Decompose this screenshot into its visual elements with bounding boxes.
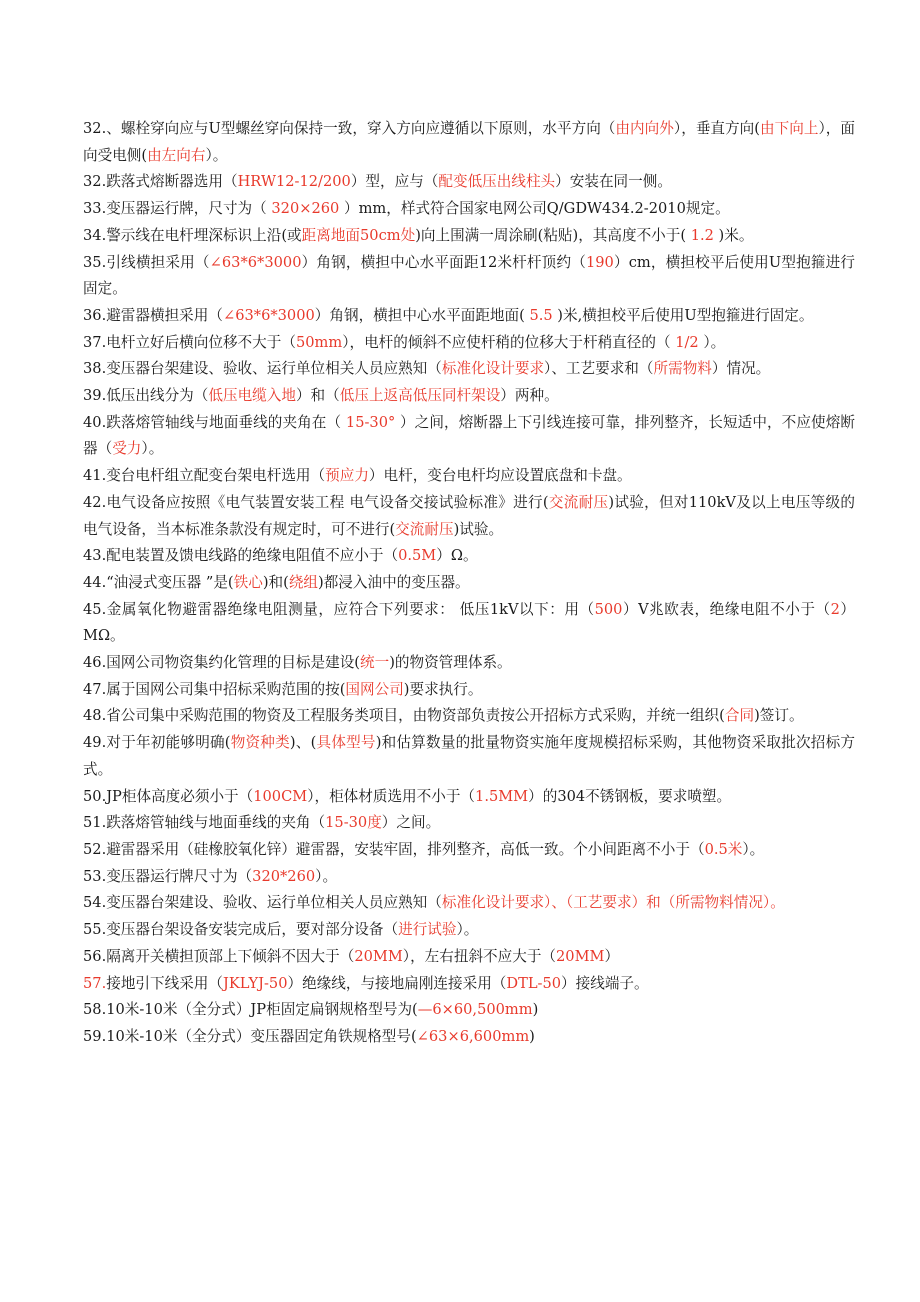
question-text: )签订。 xyxy=(754,707,804,725)
answer-text: —6×60,500mm xyxy=(417,1001,533,1019)
question-text: 44.“油浸式变压器 ”是( xyxy=(83,573,234,591)
question-text: ）安装在同一侧。 xyxy=(555,173,672,191)
question-text: 54.变压器台架建设、验收、运行单位相关人员应熟知（ xyxy=(83,894,442,912)
question-text: ）型，应与（ xyxy=(350,173,439,191)
question-text: ）电杆，变台电杆均应设置底盘和卡盘。 xyxy=(368,467,632,485)
question-text: ）。 xyxy=(456,921,479,939)
question-text: ）V兆欧表，绝缘电阻不小于（ xyxy=(622,600,831,618)
question-text: ）。 xyxy=(141,440,164,458)
question-text: )和( xyxy=(262,573,289,591)
question-text: 48.省公司集中采购范围的物资及工程服务类项目，由物资部负责按公开招标方式采购，并统一组织( xyxy=(83,707,725,725)
question-text: ）、工艺要求和（ xyxy=(544,360,654,378)
question-item xyxy=(83,383,855,410)
question-item xyxy=(83,864,855,891)
answer-text: JKLYJ-50 xyxy=(222,974,288,992)
question-text: 46.国网公司物资集约化管理的目标是建设( xyxy=(83,654,360,672)
question-text: ) xyxy=(532,1001,539,1019)
answer-text: 1/2 xyxy=(675,333,699,351)
question-text: 39.低压出线分为（ xyxy=(83,387,209,405)
question-text: 32.、螺栓穿向应与U型螺丝穿向保持一致，穿入方向应遵循以下原则，水平方向（ xyxy=(83,120,616,137)
question-item xyxy=(83,169,855,196)
answer-text: 合同 xyxy=(724,707,755,725)
question-item xyxy=(83,917,855,944)
answer-text: 由内向外 xyxy=(615,120,674,137)
question-text: ）。 xyxy=(205,146,228,164)
answer-text: 500 xyxy=(594,600,623,618)
question-text: ），电杆的倾斜不应使杆稍的位移大于杆稍直径的（ xyxy=(342,333,676,351)
question-item xyxy=(83,330,855,357)
question-text: ）mm，样式符合国家电网公司Q/GDW434.2-2010规定。 xyxy=(339,200,730,218)
answer-text: 交流耐压 xyxy=(395,520,454,538)
question-text: 35.引线横担采用（ xyxy=(83,253,210,271)
answer-text: 绕组 xyxy=(288,573,319,591)
question-text: ）之间，熔断器上下引线连接可靠，排列整齐，长短适中，不应使熔断器（ xyxy=(83,413,855,458)
answer-text: 1.5MM xyxy=(475,787,529,805)
question-item xyxy=(83,356,855,383)
question-text: ）。 xyxy=(315,867,338,885)
answer-text: 0.5M xyxy=(398,547,437,565)
question-item xyxy=(83,1024,855,1051)
answer-text: 距离地面50cm处 xyxy=(301,226,416,244)
question-item xyxy=(83,303,855,330)
answer-text: 低压电缆入地 xyxy=(208,387,296,405)
question-text: )向上围满一周涂刷(粘贴)，其高度不小于( xyxy=(415,226,691,244)
question-text: 56.隔离开关横担顶部上下倾斜不因大于（ xyxy=(83,947,355,965)
question-text: ）两种。 xyxy=(500,387,559,405)
answer-text: ∠63*6*3000 xyxy=(209,253,302,271)
question-text: 42.电气设备应按照《电气装置安装工程 电气设备交接试验标准》进行( xyxy=(83,493,549,511)
answer-text: 进行试验 xyxy=(398,921,457,939)
answer-text: 57. xyxy=(83,974,107,992)
answer-text: 2 xyxy=(830,600,840,618)
answer-text: 320×260 xyxy=(271,200,340,218)
question-text: )米,横担校平后使用U型抱箍进行固定。 xyxy=(552,306,814,324)
question-text: ）绝缘线，与接地扁刚连接采用（ xyxy=(287,974,507,992)
question-text: ）之间。 xyxy=(381,814,441,832)
question-text: ）的304不锈钢板，要求喷塑。 xyxy=(528,787,732,805)
answer-text: 预应力 xyxy=(325,467,369,485)
answer-text: 50mm xyxy=(295,333,343,351)
question-text: 接地引下线采用（ xyxy=(106,974,223,992)
question-text: )和估算数量的批量物资实施年度规模招标采购，其他物资采取批次招标方式。 xyxy=(83,734,855,778)
answer-text: 低压上返高低压同杆架设 xyxy=(339,387,501,405)
answer-text: 15-30° xyxy=(345,413,396,431)
question-item xyxy=(83,971,855,998)
answer-text: 所需物料 xyxy=(653,360,712,378)
answer-text: 1.2 xyxy=(690,226,714,244)
question-text: ）。 xyxy=(698,333,726,351)
question-text: )都浸入油中的变压器。 xyxy=(318,573,470,591)
question-text: ） xyxy=(604,947,620,965)
question-text: ）。 xyxy=(742,840,765,858)
question-text: ）情况。 xyxy=(711,360,771,378)
question-item xyxy=(83,410,855,463)
answer-text: 具体型号 xyxy=(316,734,376,752)
question-text: 51.跌落熔管轴线与地面垂线的夹角（ xyxy=(83,814,326,832)
answer-text: 标准化设计要求 xyxy=(441,360,545,378)
answer-text: 20MM xyxy=(354,947,403,965)
question-text: ）Ω。 xyxy=(436,547,478,565)
answer-text: 由下向上 xyxy=(759,120,819,137)
question-item xyxy=(83,570,855,597)
question-text: 59.10米-10米（全分式）变压器固定角铁规格型号( xyxy=(83,1027,417,1045)
question-text: 58.10米-10米（全分式）JP柜固定扁钢规格型号为( xyxy=(83,1001,418,1019)
question-item xyxy=(83,116,855,169)
answer-text: DTL-50 xyxy=(506,974,562,992)
answer-text: 标准化设计要求）、（工艺要求）和（所需物料情况）。 xyxy=(441,894,785,912)
question-item xyxy=(83,250,855,303)
question-item xyxy=(83,677,855,704)
question-item xyxy=(83,463,855,490)
question-text: 38.变压器台架建设、验收、运行单位相关人员应熟知（ xyxy=(83,360,442,378)
answer-text: 5.5 xyxy=(529,306,553,324)
question-item xyxy=(83,784,855,811)
question-item xyxy=(83,703,855,730)
question-text: 40.跌落熔管轴线与地面垂线的夹角在（ xyxy=(83,413,346,431)
question-item xyxy=(83,543,855,570)
question-text: 50.JP柜体高度必须小于（ xyxy=(83,787,254,805)
question-item xyxy=(83,730,855,783)
question-text: ）接线端子。 xyxy=(561,974,649,992)
answer-text: 配变低压出线柱头 xyxy=(438,173,556,191)
answer-text: 铁心 xyxy=(233,573,263,591)
question-text: )的物资管理体系。 xyxy=(389,654,512,672)
question-text: )试验。 xyxy=(453,520,504,538)
question-text: 55.变压器台架设备安装完成后，要对部分设备（ xyxy=(83,921,399,939)
question-item xyxy=(83,223,855,250)
question-text: ）角钢，横担中心水平面距12米杆杆顶约（ xyxy=(301,253,586,271)
question-text: 43.配电装置及馈电线路的绝缘电阻值不应小于（ xyxy=(83,547,399,565)
question-item xyxy=(83,810,855,837)
question-item xyxy=(83,890,855,917)
question-item xyxy=(83,490,855,543)
question-text: 49.对于年初能够明确( xyxy=(83,734,231,752)
question-text: ），面向受电侧( xyxy=(83,120,855,164)
question-text: ）MΩ。 xyxy=(83,600,855,645)
question-text: ）角钢，横担中心水平面距地面( xyxy=(314,306,530,324)
question-item xyxy=(83,837,855,864)
answer-text: 受力 xyxy=(112,440,142,458)
question-text: ），柜体材质选用不小于（ xyxy=(307,787,476,805)
answer-text: HRW12-12/200 xyxy=(237,173,351,191)
question-text: 41.变台电杆组立配变台架电杆选用（ xyxy=(83,467,326,485)
answer-text: 交流耐压 xyxy=(548,493,609,511)
question-item xyxy=(83,196,855,223)
answer-text: 物资种类 xyxy=(230,734,290,752)
question-item xyxy=(83,944,855,971)
question-item xyxy=(83,597,855,650)
question-text: 33.变压器运行牌，尺寸为（ xyxy=(83,200,272,218)
answer-text: 统一 xyxy=(360,654,390,672)
question-text: 36.避雷器横担采用（ xyxy=(83,306,223,324)
question-text: ），左右扭斜不应大于（ xyxy=(402,947,557,965)
question-text: 53.变压器运行牌尺寸为（ xyxy=(83,867,253,885)
question-text: ) xyxy=(529,1027,535,1045)
answer-text: 190 xyxy=(585,253,614,271)
answer-text: ∠63*6*3000 xyxy=(222,306,315,324)
answer-text: 0.5米 xyxy=(704,840,743,858)
question-text: 32.跌落式熔断器选用（ xyxy=(83,173,238,191)
answer-text: ∠63×6,600mm xyxy=(416,1027,530,1045)
question-text: 47.属于国网公司集中招标采购范围的按( xyxy=(83,680,346,698)
question-item xyxy=(83,650,855,677)
question-text: )要求执行。 xyxy=(403,680,483,698)
question-text: 37.电杆立好后横向位移不大于（ xyxy=(83,333,296,351)
answer-text: 20MM xyxy=(556,947,605,965)
answer-text: 国网公司 xyxy=(345,680,404,698)
question-text: 34.警示线在电杆埋深标识上沿(或 xyxy=(83,226,302,244)
answer-text: 100CM xyxy=(253,787,308,805)
question-text: 45.金属氧化物避雷器绝缘电阻测量，应符合下列要求： 低压1kV以下：用（ xyxy=(83,600,595,618)
answer-text: 15-30度 xyxy=(325,814,382,832)
question-text: )试验，但对110kV及以上电压等级的电气设备，当本标准条款没有规定时，可不进行( xyxy=(83,493,855,538)
question-text: 52.避雷器采用（硅橡胶氧化锌）避雷器，安装牢固，排列整齐，高低一致。个小间距离不小于（ xyxy=(83,840,705,858)
question-text: ）cm，横担校平后使用U型抱箍进行固定。 xyxy=(83,253,855,298)
question-text: )、( xyxy=(289,734,317,752)
document-body xyxy=(83,116,855,1051)
question-text: ），垂直方向( xyxy=(673,120,760,137)
question-text: ）和（ xyxy=(295,387,340,405)
answer-text: 由左向右 xyxy=(147,146,206,164)
answer-text: 320*260 xyxy=(252,867,316,885)
question-text: )米。 xyxy=(713,226,754,244)
question-item xyxy=(83,997,855,1024)
